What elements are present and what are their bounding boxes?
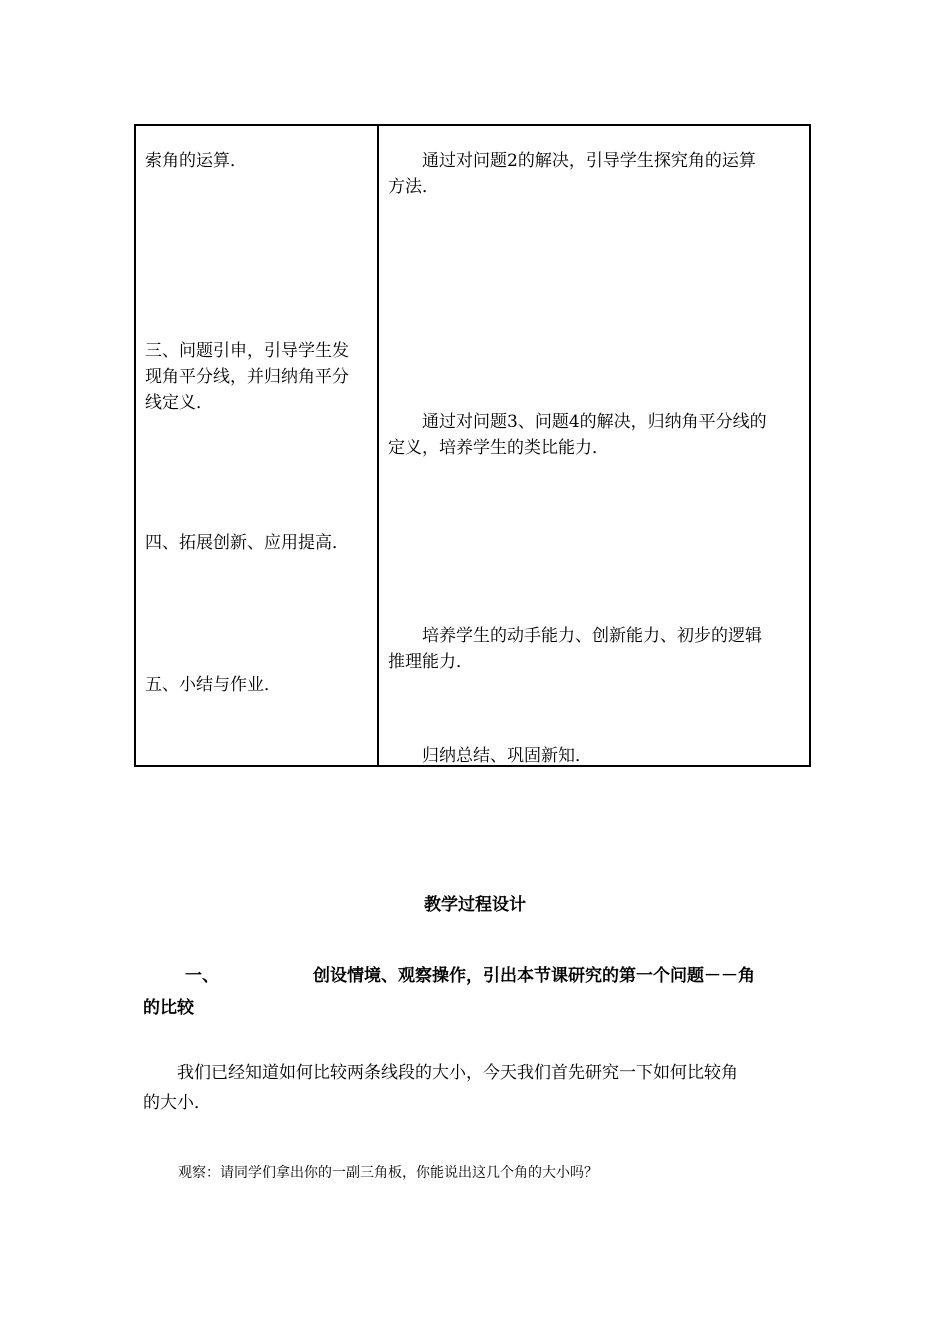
right-cell-2: 通过对问题3、问题4的解决，归纳角平分线的 定义，培养学生的类比能力． [388, 412, 767, 458]
section-one-title [143, 960, 755, 1024]
intro-paragraph: 我们已经知道如何比较两条线段的大小，今天我们首先研究一下如何比较角 的大小． [143, 1063, 738, 1113]
right-cell-4: 归纳总结、巩固新知． [388, 746, 592, 766]
observe-text: 观察：请同学们拿出你的一副三角板，你能说出这几个角的大小吗？ [178, 1165, 598, 1181]
right-cell-3: 培养学生的动手能力、创新能力、初步的逻辑 推理能力． [388, 626, 762, 672]
right-cell-1: 通过对问题2的解决，引导学生探究角的运算 方法． [388, 151, 756, 197]
left-cell-4: 五、小结与作业． [145, 675, 281, 695]
left-cell-3: 四、拓展创新、应用提高． [145, 533, 349, 553]
left-cell-2: 三、问题引申，引导学生发 现角平分线，并归纳角平分 线定义． [145, 341, 349, 413]
left-cell-1: 索角的运算． [145, 151, 247, 171]
section-title-line2: 的比较 [143, 998, 194, 1018]
section-number: 一、 [185, 966, 219, 986]
section-title-line1: 创设情境、观察操作，引出本节课研究的第一个问题－－角 [313, 966, 755, 986]
table-column-divider [377, 126, 379, 765]
design-table [134, 124, 811, 767]
section-heading: 教学过程设计 [424, 895, 526, 915]
